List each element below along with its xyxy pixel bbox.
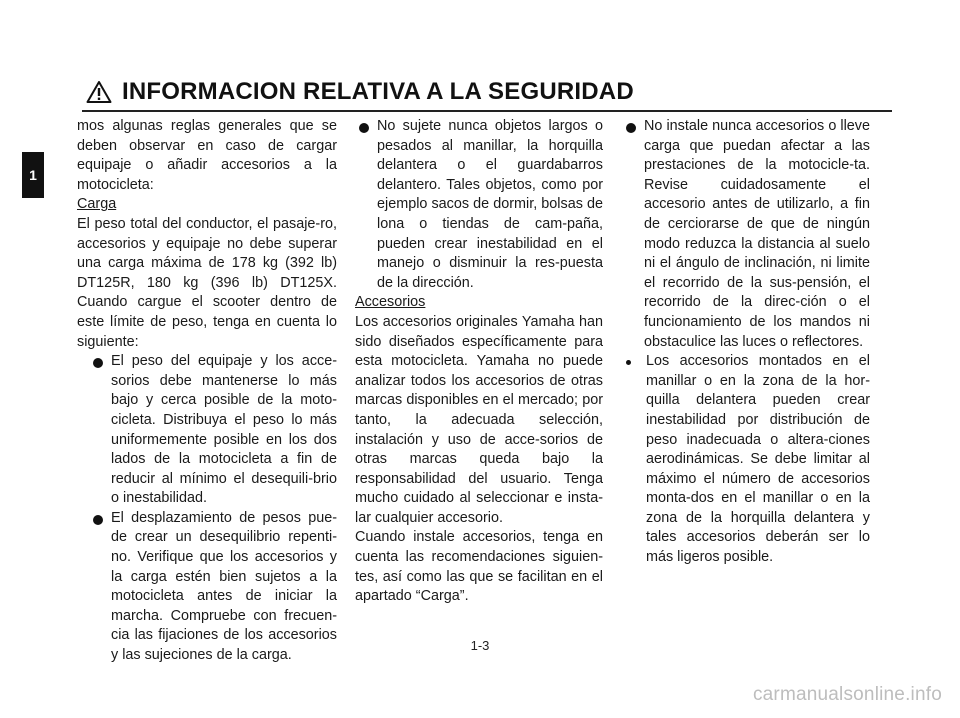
bullet-text: El peso del equipaje y los acce-sorios debe mantenerse lo más bajo y cerca posible de la moto-cicleta. Distribuya el peso lo más uniformemente posible en los dos lados de la motocicleta a fin de reducir al mínimo el desequili-brio o inestabilidad. xyxy=(111,353,337,507)
accesorios-paragraph: Los accesorios originales Yamaha han sido diseñados específicamente para esta motocicleta. Yamaha no puede analizar todos los accesorios de otras marcas disponibles en el mercado; por tanto, la adecuada selección, instalación y uso de acce-sorios de otras marcas queda bajo la responsabilidad del usuario. Tenga mucho cuidado al seleccionar e insta-lar cualquier accesorio. xyxy=(355,313,603,526)
bullet-text: El desplazamiento de pesos pue-de crear un desequilibrio repenti-no. Verifique que los accesorios y la carga estén bien sujetos a la motocicleta antes de iniciar la marcha. Compruebe con frecuen-cia las fijaciones de los accesorios y las sujeciones de la carga. xyxy=(111,509,337,664)
page-number: 1-3 xyxy=(470,638,490,653)
sub-bullet-dot-icon xyxy=(626,360,631,365)
sub-bullet-text: Los accesorios montados en el manillar o en la zona de la hor-quilla delantera pueden crear inestabilidad por distribución de peso inadecuada o altera-ciones aerodinámicas. Se debe limitar al máximo el número de accesorios monta-dos en el manillar o en la zona de la horquilla delantera y tales accesorios deberán ser lo más ligeros posible. xyxy=(646,353,870,566)
page-title: INFORMACION RELATIVA A LA SEGURIDAD xyxy=(122,78,634,105)
header-rule xyxy=(82,110,892,112)
accesorios-paragraph-2: Cuando instale accesorios, tenga en cuenta las recomendaciones siguien-tes, así como las que se facilitan en el apartado “Carga”. xyxy=(355,529,603,605)
text-column-1 xyxy=(77,117,337,666)
text-column-3 xyxy=(622,117,870,568)
section-heading-carga: Carga xyxy=(77,196,117,213)
watermark: carmanualsonline.info xyxy=(752,684,942,705)
bullet-dot-icon xyxy=(626,123,636,133)
bullet-item xyxy=(622,117,870,352)
bullet-item xyxy=(355,117,603,293)
section-header xyxy=(86,74,676,110)
bullet-dot-icon xyxy=(93,515,103,525)
section-heading-accesorios: Accesorios xyxy=(355,294,426,311)
bullet-text: No instale nunca accesorios o lleve carga que puedan afectar a las prestaciones de la motocicle-ta. Revise cuidadosamente el accesorio antes de utilizarlo, a fin de cerciorarse de que de ningún modo reduzca la distancia al suelo ni el ángulo de inclinación, ni limite el recorrido de la sus-pensión, el recorrido de la direc-ción o el funcionamiento de los mandos ni obstaculice las luces o reflectores. xyxy=(644,118,870,350)
chapter-tab: 1 xyxy=(22,152,44,198)
carga-paragraph: El peso total del conductor, el pasaje-ro, accesorios y equipaje no debe superar una carga máxima de 178 kg (392 lb) DT125R, 180 kg (396 lb) DT125X. Cuando cargue el scooter dentro de este límite de peso, tenga en cuenta lo siguiente: xyxy=(77,215,337,350)
bullet-item xyxy=(89,352,337,509)
sub-bullet-item xyxy=(622,352,870,568)
warning-triangle-icon xyxy=(86,80,112,104)
bullet-dot-icon xyxy=(359,123,369,133)
text-column-2 xyxy=(355,117,603,607)
bullet-text: No sujete nunca objetos largos o pesados al manillar, la horquilla delantera o el guardabarros delantero. Tales objetos, como por ejemplo sacos de dormir, bolsas de lona o tiendas de cam-paña, pueden crear inestabilidad en el manejo o disminuir la res-puesta de la dirección. xyxy=(377,118,603,291)
intro-paragraph: mos algunas reglas generales que se deben observar en caso de cargar equipaje o añadir accesorios a la motocicleta: xyxy=(77,118,337,193)
bullet-dot-icon xyxy=(93,358,103,368)
